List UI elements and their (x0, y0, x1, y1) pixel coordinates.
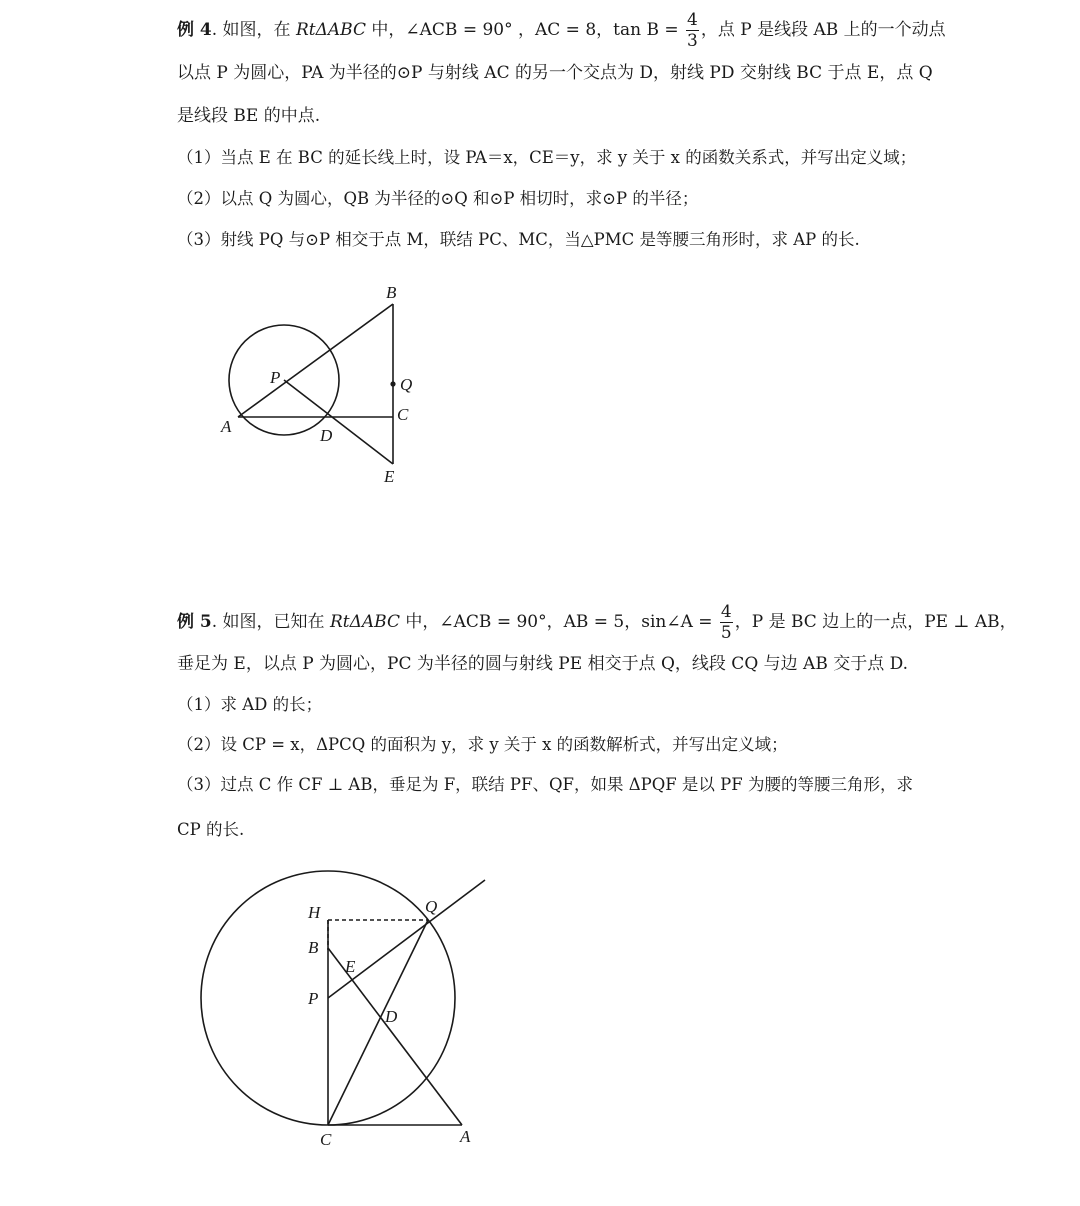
ex4-question-3: （3）射线 PQ 与⊙P 相交于点 M，联结 PC、MC，当△PMC 是等腰三角形时，求 AP 的长. (177, 230, 860, 249)
ex4-label-e: E (384, 467, 395, 486)
ex5-label-p: P (308, 989, 319, 1008)
ex5-line-1: 例 5. 如图，已知在 RtΔABC 中，∠ACB = 90°，AB = 5，sin∠A = $\frac{4}{5}$ ，P 是 BC 边上的一点，PE ⊥ AB， (177, 602, 1017, 643)
ex4-heading: 例 4 (177, 20, 212, 40)
ex4-label-b: B (386, 283, 397, 302)
ex4-label-p: P (270, 368, 281, 387)
ex5-question-1: （1）求 AD 的长； (177, 695, 323, 714)
ex5-segment-cq (328, 920, 428, 1125)
ex4-line-3: 是线段 BE 的中点. (177, 106, 321, 126)
ex4-line-2: 以点 P 为圆心，PA 为半径的⊙P 与射线 AC 的另一个交点为 D，射线 PD 交射线 BC 于点 E，点 Q (177, 63, 933, 83)
ex4-label-a: A (221, 417, 232, 436)
ex5-line-2: 垂足为 E，以点 P 为圆心，PC 为半径的圆与射线 PE 相交于点 Q，线段 CQ 与边 AB 交于点 D. (177, 654, 909, 674)
ex5-question-2: （2）设 CP = x，ΔPCQ 的面积为 y，求 y 关于 x 的函数解析式，并写出定义域； (177, 735, 788, 754)
ex4-label-q: Q (400, 375, 413, 394)
ex4-question-2: （2）以点 Q 为圆心，QB 为半径的⊙Q 和⊙P 相切时，求⊙P 的半径； (177, 189, 699, 208)
ex5-label-d: D (385, 1007, 398, 1026)
ex4-circle-p (229, 325, 339, 435)
ex5-circle-p (201, 871, 455, 1125)
ex4-label-c: C (397, 405, 409, 424)
ex5-fraction: $\frac{4}{5}$ (720, 602, 732, 643)
ex4-segment-pe (284, 380, 393, 464)
ex4-label-d: D (320, 426, 333, 445)
ex4-fraction: $\frac{4}{3}$ (687, 10, 698, 51)
ex4-question-1: （1）当点 E 在 BC 的延长线上时，设 PA＝x，CE＝y，求 y 关于 x 的函数关系式，并写出定义域； (177, 148, 917, 167)
ex5-label-h: H (308, 903, 321, 922)
ex5-label-b: B (308, 938, 319, 957)
ex5-question-3: （3）过点 C 作 CF ⊥ AB，垂足为 F，联结 PF、QF，如果 ΔPQF 是以 PF 为腰的等腰三角形，求 (177, 775, 913, 794)
ex4-point-q (390, 381, 395, 386)
ex5-ray-pe (328, 880, 485, 998)
ex4-segment-ab (238, 304, 393, 417)
ex5-label-q: Q (425, 897, 438, 916)
ex5-label-c: C (320, 1130, 332, 1149)
ex5-question-3-cont: CP 的长. (177, 820, 245, 839)
ex4-line-1: 例 4. 如图，在 RtΔABC 中，∠ACB = 90° ，AC = 8，tan B = $\frac{4}{3}$ ，点 P 是线段 AB 上的一个动点 (177, 10, 946, 51)
ex5-segment-ba (328, 948, 462, 1125)
ex5-label-e: E (345, 957, 356, 976)
ex5-heading: 例 5 (177, 612, 212, 632)
ex5-label-a: A (460, 1127, 471, 1146)
